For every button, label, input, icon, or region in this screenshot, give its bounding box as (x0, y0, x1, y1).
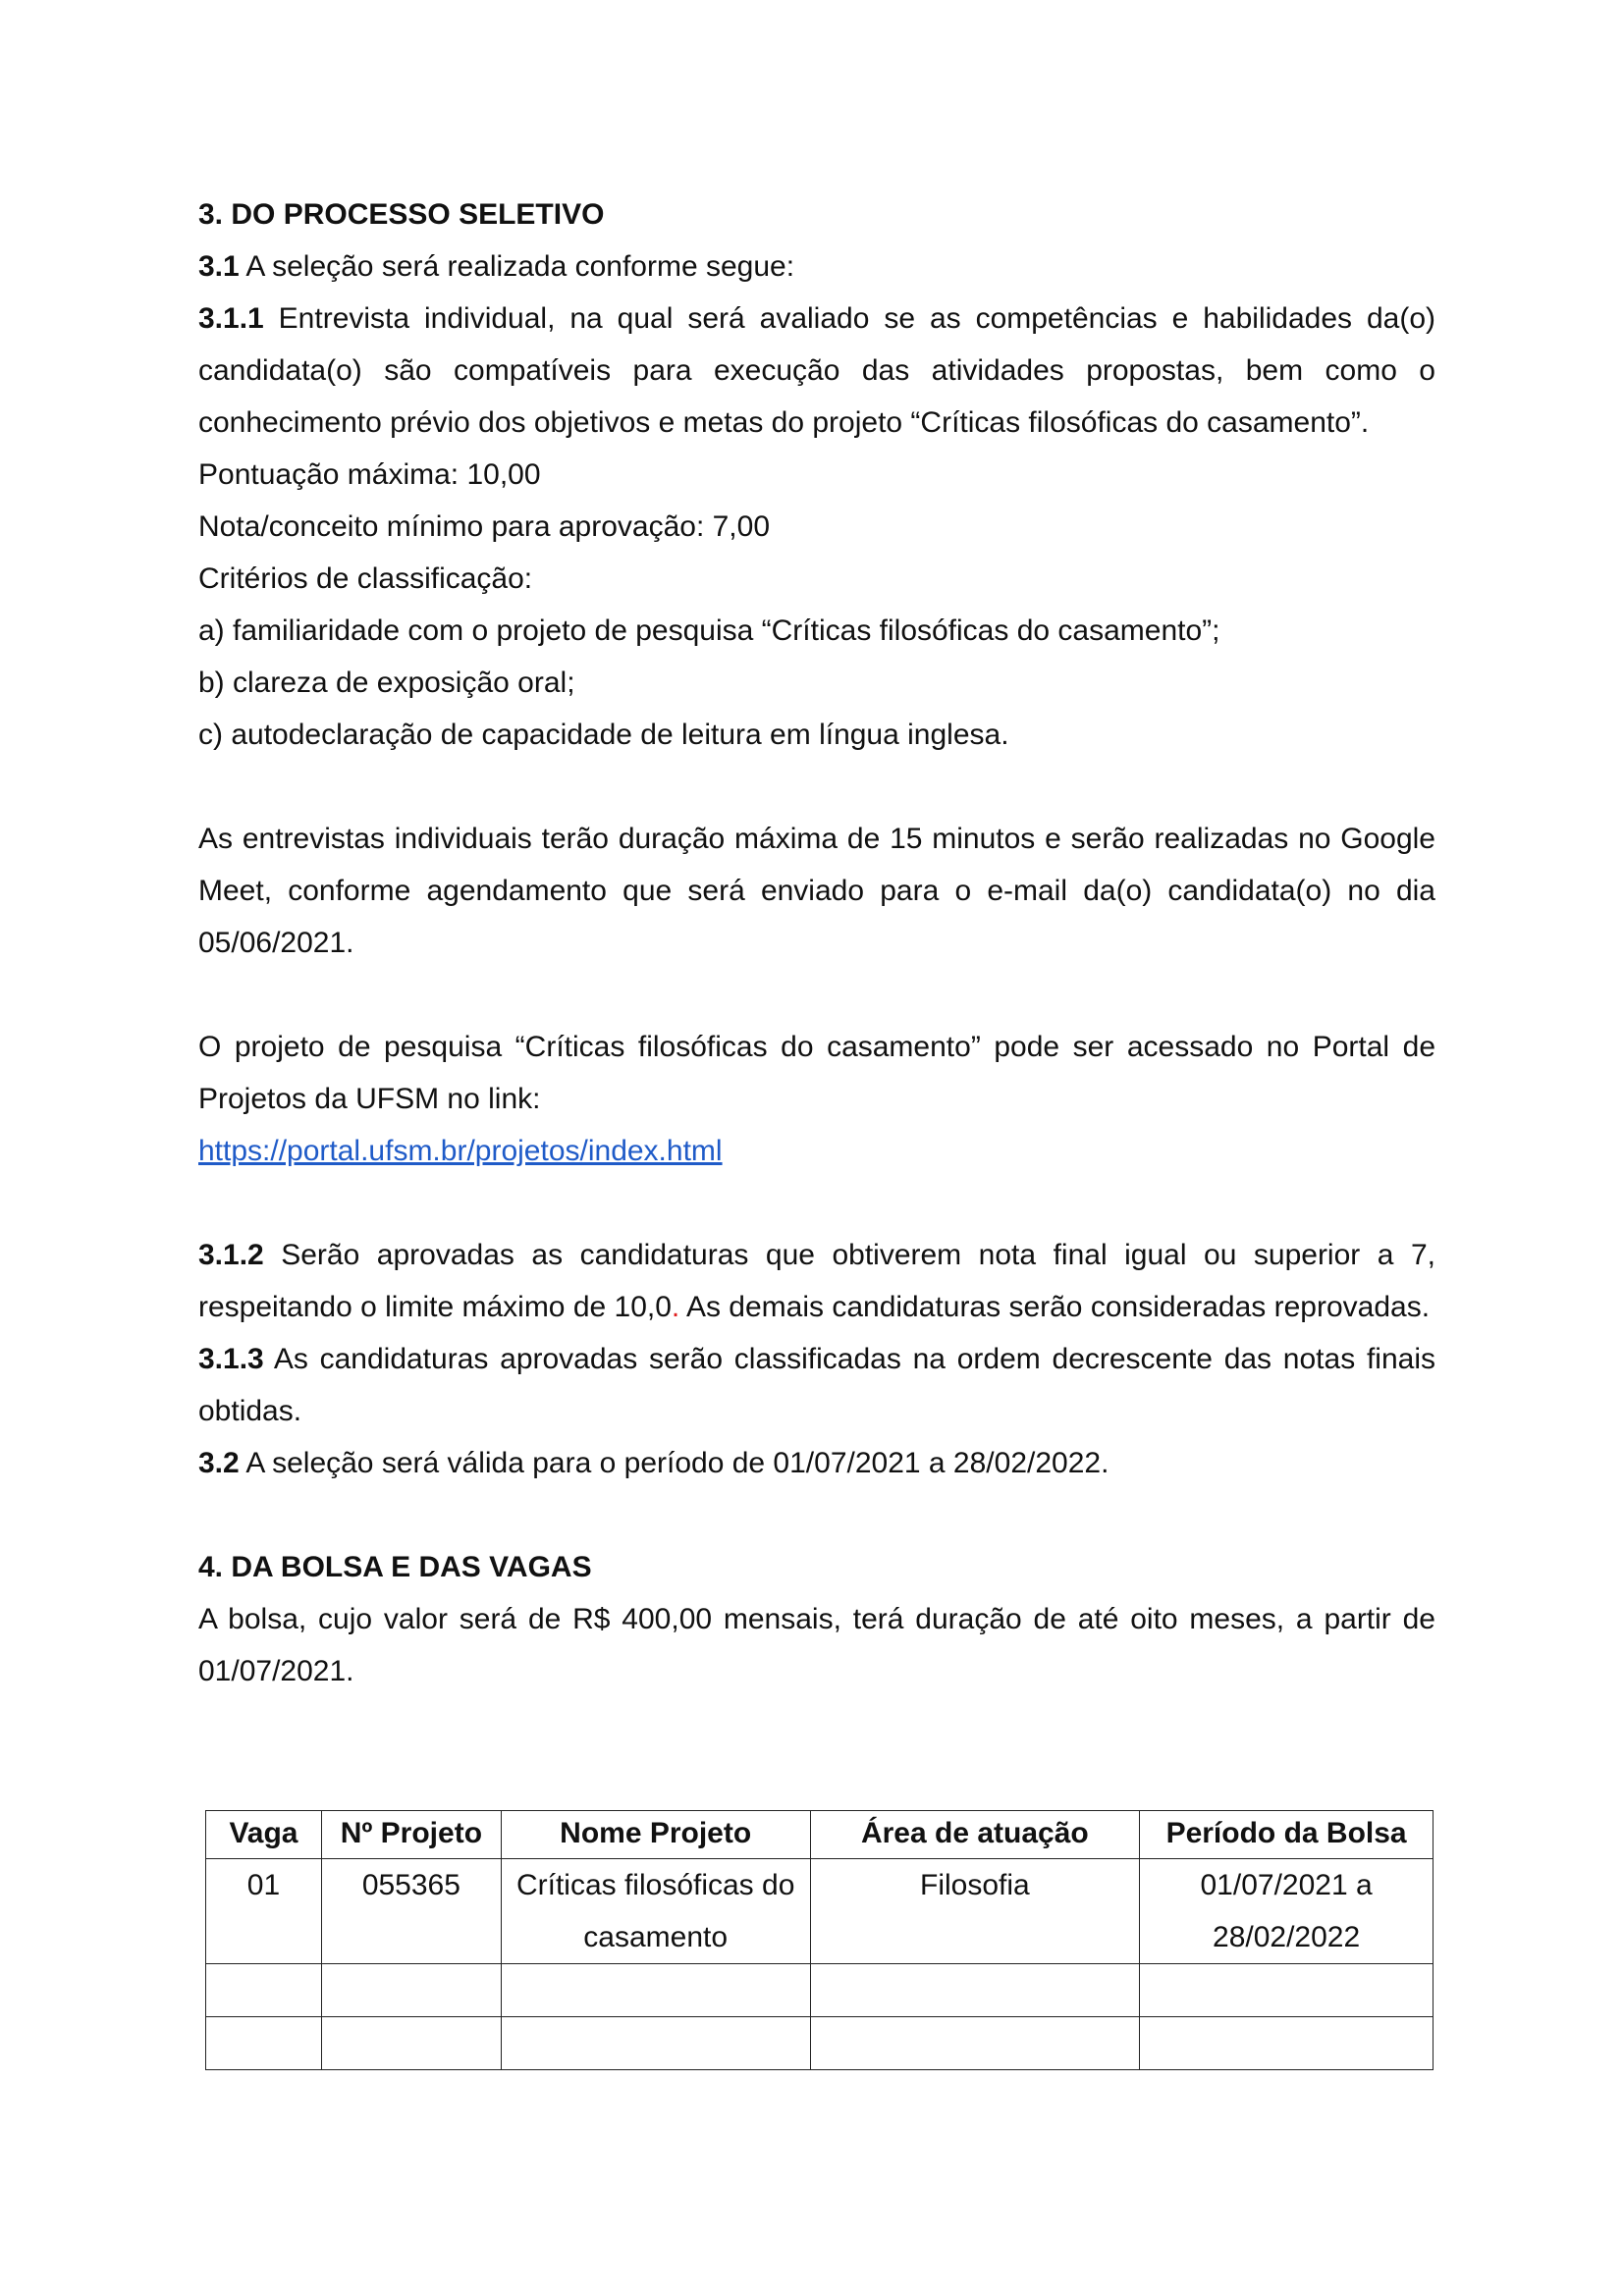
empty-cell (321, 1964, 501, 2017)
spacer (198, 761, 1435, 813)
column-header-project-number: Nº Projeto (321, 1811, 501, 1859)
project-access-paragraph: O projeto de pesquisa “Críticas filosóficas do casamento” pode ser acessado no Portal de Projetos da UFSM no link: (198, 1031, 1435, 1115)
empty-cell (206, 2017, 322, 2070)
project-link-line (198, 1125, 1435, 1177)
empty-cell (501, 1964, 810, 2017)
column-header-area: Área de atuação (810, 1811, 1140, 1859)
paragraph-3-1-3 (198, 1333, 1435, 1437)
clause-number: 3.2 (198, 1447, 240, 1479)
cell-vaga: 01 (206, 1859, 322, 1964)
table-row-empty (206, 1964, 1434, 2017)
table-row (206, 1859, 1434, 1964)
cell-area: Filosofia (810, 1859, 1140, 1964)
clause-text: Entrevista individual, na qual será avaliado se as competências e habilidades da(o) candidata(o) são compatíveis para execução das atividades propostas, bem como o conhecimento prévio dos objetivos e metas do projeto “Críticas filosóficas do casamento”. (198, 302, 1435, 439)
empty-cell (501, 2017, 810, 2070)
column-header-period: Período da Bolsa (1140, 1811, 1434, 1859)
spacer (198, 969, 1435, 1021)
clause-text: Serão aprovadas as candidaturas que obtiverem nota final igual ou superior a 7, respeitando o limite máximo de 10,0 (198, 1239, 1435, 1323)
empty-cell (1140, 1964, 1434, 2017)
clause-text: A seleção será válida para o período de 01/07/2021 a 28/02/2022. (239, 1447, 1109, 1479)
cell-project-name: Críticas filosóficas do casamento (501, 1859, 810, 1964)
clause-text: As candidaturas aprovadas serão classificadas na ordem decrescente das notas finais obtidas. (198, 1343, 1435, 1427)
clause-text: As demais candidaturas serão consideradas reprovadas. (679, 1291, 1431, 1323)
empty-cell (1140, 2017, 1434, 2070)
paragraph-3-2 (198, 1437, 1435, 1489)
clause-number: 3.1.2 (198, 1239, 264, 1271)
clause-number: 3.1.3 (198, 1343, 264, 1375)
project-link[interactable]: https://portal.ufsm.br/projetos/index.html (198, 1135, 723, 1167)
min-score: Nota/conceito mínimo para aprovação: 7,00 (198, 510, 770, 543)
red-period: . (671, 1291, 680, 1323)
empty-cell (206, 1964, 322, 2017)
criteria-item-a: a) familiaridade com o projeto de pesquisa “Críticas filosóficas do casamento”; (198, 614, 1220, 647)
empty-cell (321, 2017, 501, 2070)
document-body (198, 188, 1435, 1697)
spacer (198, 1177, 1435, 1229)
max-score: Pontuação máxima: 10,00 (198, 458, 541, 491)
column-header-project-name: Nome Projeto (501, 1811, 810, 1859)
paragraph-3-1-2 (198, 1229, 1435, 1333)
criteria-item-b: b) clareza de exposição oral; (198, 667, 575, 699)
cell-project-number: 055365 (321, 1859, 501, 1964)
interviews-paragraph: As entrevistas individuais terão duração máxima de 15 minutos e serão realizadas no Google Meet, conforme agendamento que será enviado para o e-mail da(o) candidata(o) no dia 05/06/2021. (198, 823, 1435, 959)
criteria-label: Critérios de classificação: (198, 562, 533, 595)
empty-cell (810, 2017, 1140, 2070)
section-4-heading: 4. DA BOLSA E DAS VAGAS (198, 1551, 592, 1583)
table-header-row (206, 1811, 1434, 1859)
column-header-vaga: Vaga (206, 1811, 322, 1859)
paragraph-3-1 (198, 240, 1435, 293)
vacancies-table (205, 1810, 1434, 2070)
table-row-empty (206, 2017, 1434, 2070)
section-4-paragraph: A bolsa, cujo valor será de R$ 400,00 mensais, terá duração de até oito meses, a partir de 01/07/2021. (198, 1603, 1435, 1687)
clause-number: 3.1 (198, 250, 240, 283)
empty-cell (810, 1964, 1140, 2017)
spacer (198, 1489, 1435, 1541)
clause-number: 3.1.1 (198, 302, 264, 335)
cell-period: 01/07/2021 a 28/02/2022 (1140, 1859, 1434, 1964)
section-3-heading: 3. DO PROCESSO SELETIVO (198, 198, 605, 231)
paragraph-3-1-1 (198, 293, 1435, 449)
clause-text: A seleção será realizada conforme segue: (239, 250, 795, 283)
criteria-item-c: c) autodeclaração de capacidade de leitura em língua inglesa. (198, 719, 1009, 751)
